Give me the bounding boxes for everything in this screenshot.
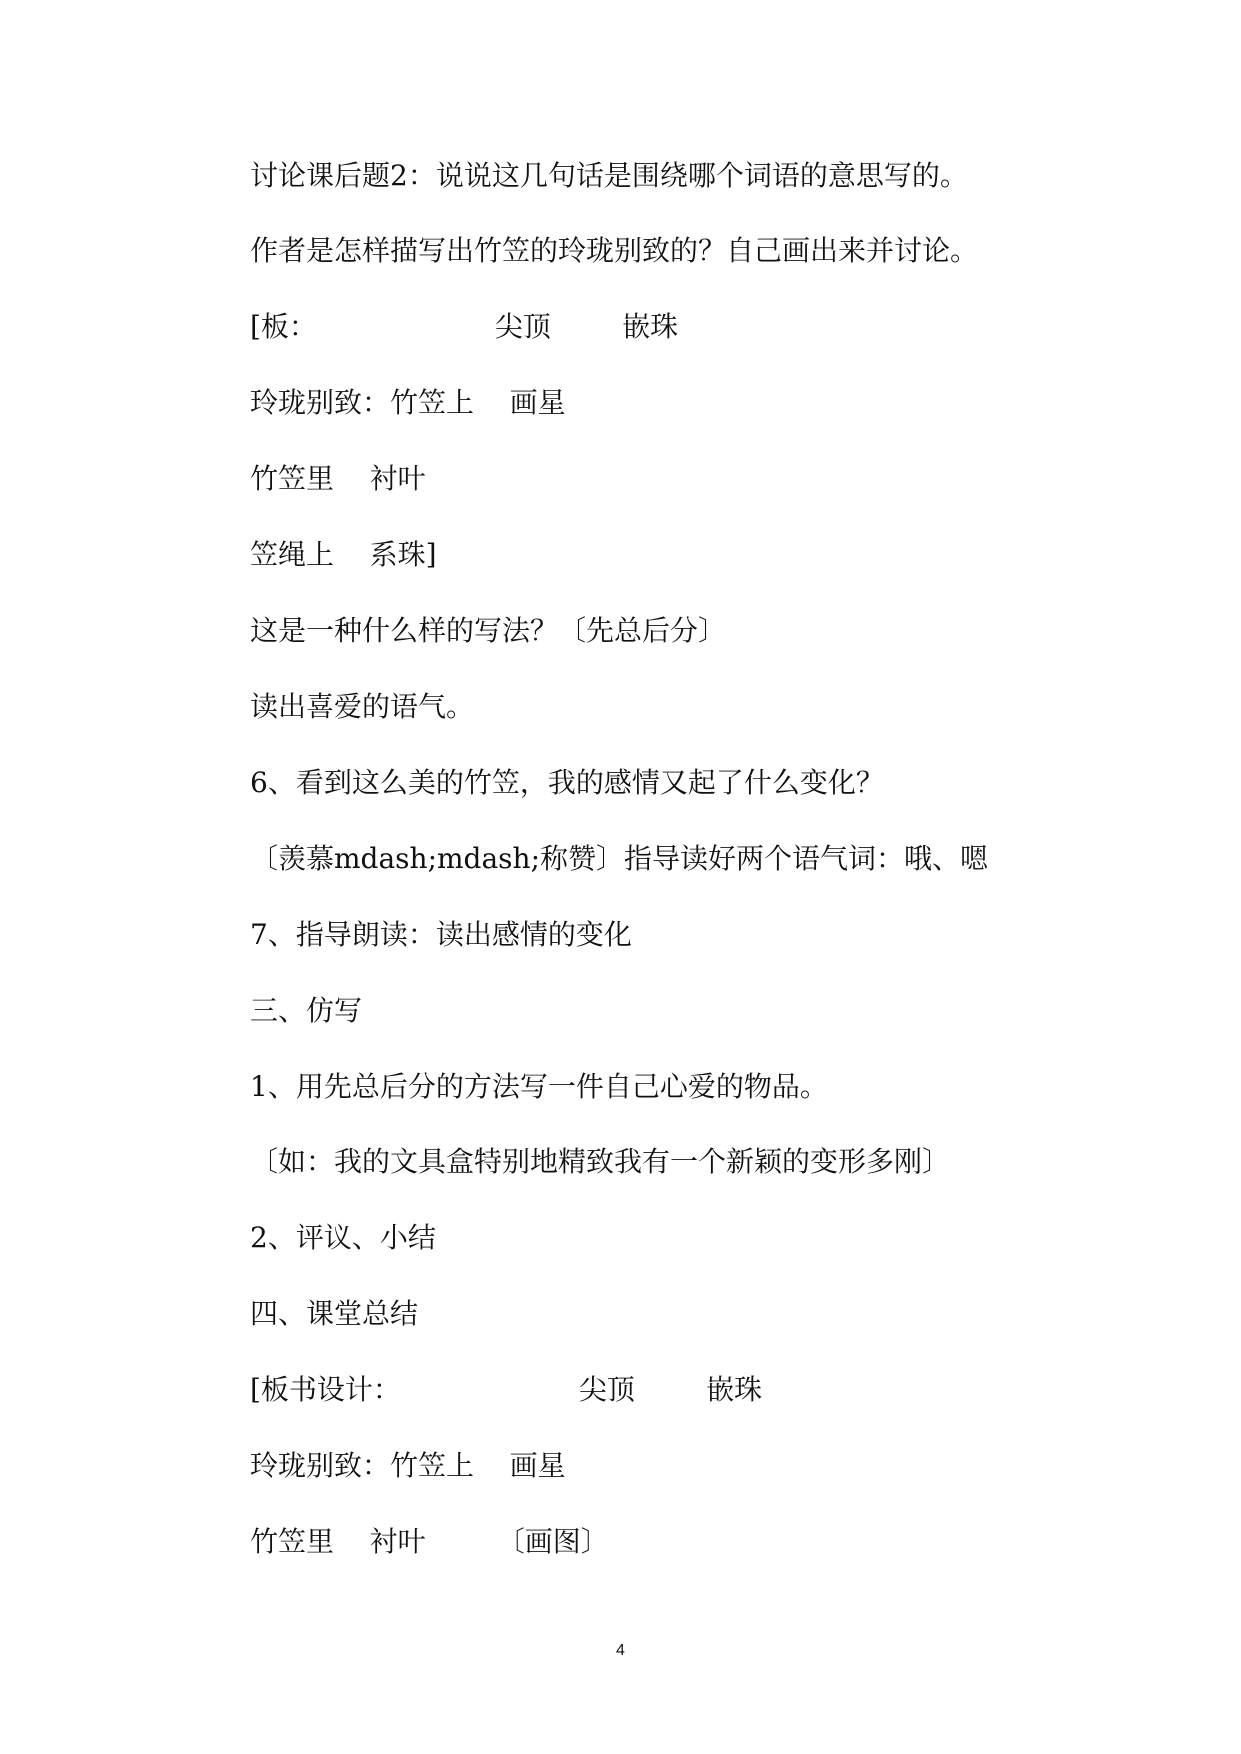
text-line: [板书设计： 尖顶 嵌珠 [250, 1373, 763, 1406]
text-line: 〔如：我的文具盒特别地精致我有一个新颖的变形多刚〕 [250, 1145, 951, 1178]
page-number: 4 [616, 1642, 625, 1659]
text-line: 竹笠里 衬叶 〔画图〕 [250, 1525, 609, 1558]
text-line: 玲珑别致：竹笠上 画星 [250, 386, 566, 419]
text-line: 读出喜爱的语气。 [250, 690, 475, 723]
text-line: 作者是怎样描写出竹笠的玲珑别致的？自己画出来并讨论。 [250, 234, 979, 267]
text-line: 玲珑别致：竹笠上 画星 [250, 1449, 566, 1482]
text-line: 竹笠里 衬叶 [250, 462, 426, 495]
text-line: 2、评议、小结 [250, 1221, 436, 1254]
text-line: 7、指导朗读：读出感情的变化 [250, 918, 632, 951]
text-line: 讨论课后题2：说说这几句话是围绕哪个词语的意思写的。 [250, 159, 968, 192]
text-line: 6、看到这么美的竹笠，我的感情又起了什么变化？ [250, 766, 884, 799]
section-heading: 四、课堂总结 [250, 1297, 419, 1330]
text-line: 这是一种什么样的写法？〔先总后分〕 [250, 614, 727, 647]
text-line: 〔羡慕mdash;mdash;称赞〕指导读好两个语气词：哦、嗯 [250, 842, 989, 875]
text-line: 笠绳上 系珠] [250, 538, 437, 571]
text-line: 1、用先总后分的方法写一件自己心爱的物品。 [250, 1070, 828, 1103]
text-line: [板： 尖顶 嵌珠 [250, 310, 679, 343]
section-heading: 三、仿写 [250, 994, 363, 1027]
